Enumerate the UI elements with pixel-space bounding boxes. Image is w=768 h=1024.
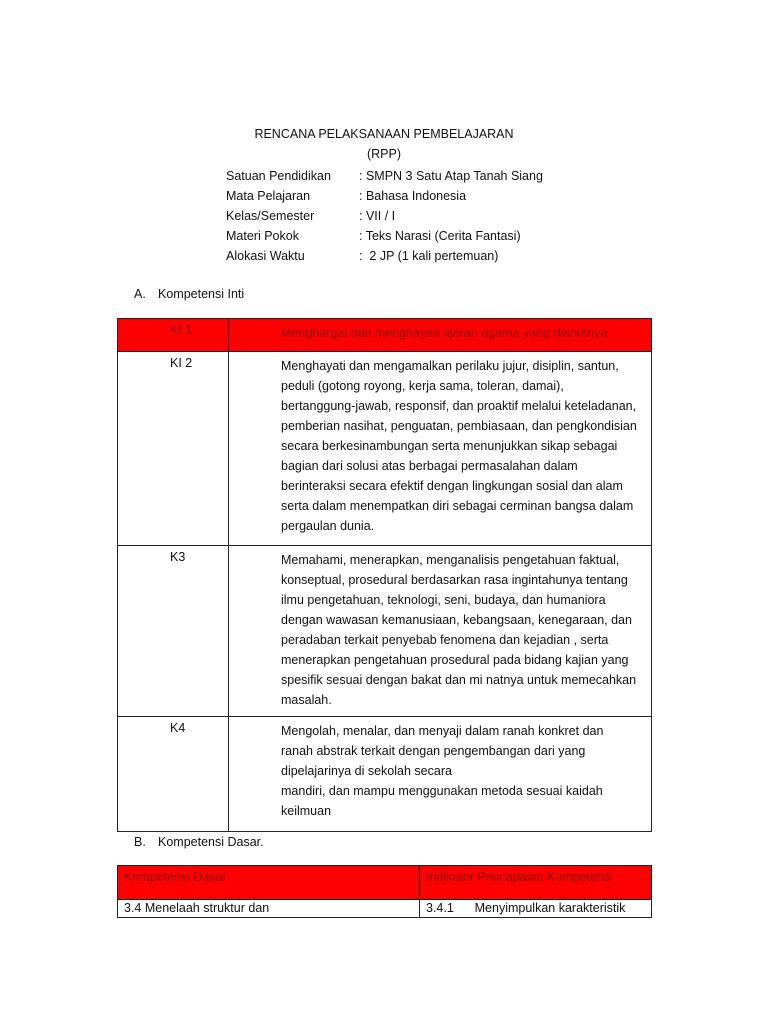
ki-desc-line: bertanggung-jawab, responsif, dan proaktif melalui keteladanan,: [281, 399, 637, 413]
ki-desc-line: serta dalam menempatkan diri sebagai cerminan bangsa dalam: [281, 499, 634, 513]
ki-desc-cell: [229, 546, 652, 717]
ki-code-cell: [118, 319, 229, 352]
ki-code: K4: [170, 721, 186, 735]
table-row: [118, 546, 652, 717]
column-header: Indikator Pencapaian Kompetensi: [420, 866, 652, 900]
table-cell: 3.4 Menelaah struktur dan: [118, 900, 420, 918]
ki-desc-cell: [229, 352, 652, 546]
meta-key: Alokasi Waktu: [226, 249, 305, 263]
ki-code-cell: [118, 717, 229, 832]
ki-desc-line: ilmu pengetahuan, teknologi, seni, budaya, dan humaniora: [281, 593, 606, 607]
table-header-row: [118, 866, 652, 900]
kompetensi-inti-table: [117, 318, 652, 832]
ki-code: KI 2: [170, 356, 193, 370]
ki-desc-line: konseptual, prosedural berdasarkan rasa ingintahunya tentang: [281, 573, 628, 587]
meta-row: [226, 206, 543, 226]
table-row: [118, 717, 652, 832]
meta-value: : VII / I: [359, 209, 396, 223]
ki-desc-line: dengan wawasan kemanusiaan, kebangsaan, kenegaraan, dan: [281, 613, 632, 627]
ki-desc-line: pergaulan dunia.: [281, 519, 375, 533]
ki-desc-line: Menghargai dan menghayati ajaran agama yang dianutnya: [281, 326, 608, 340]
meta-key: Satuan Pendidikan: [226, 169, 331, 183]
table-row: [118, 319, 652, 352]
meta-key: Mata Pelajaran: [226, 189, 311, 203]
ki-code-cell: [118, 546, 229, 717]
ki-desc-line: ranah abstrak terkait dengan pengembangan dari yang: [281, 744, 586, 758]
ki-desc-line: peduli (gotong royong, kerja sama, toleran, damai),: [281, 379, 564, 393]
document-title: RENCANA PELAKSANAAN PEMBELAJARAN: [254, 127, 514, 141]
meta-row: [226, 166, 543, 186]
identity-block: [226, 166, 543, 266]
meta-key: Materi Pokok: [226, 229, 299, 243]
ki-desc-line: bagian dari solusi atas berbagai permasalahan dalam: [281, 459, 578, 473]
ki-desc-line: dipelajarinya di sekolah secara: [281, 764, 452, 778]
ki-desc-line: mandiri, dan mampu menggunakan metoda sesuai kaidah: [281, 784, 603, 798]
ki-desc-line: spesifik sesuai dengan bakat dan mi natnya untuk memecahkan: [281, 673, 637, 687]
table-row: [118, 352, 652, 546]
ki-desc-line: secara berkesinambungan serta menunjukkan sikap sebagai: [281, 439, 618, 453]
meta-row: [226, 226, 543, 246]
meta-row: [226, 186, 543, 206]
meta-value: : Teks Narasi (Cerita Fantasi): [359, 229, 521, 243]
ki-desc-line: Memahami, menerapkan, menganalisis pengetahuan faktual,: [281, 553, 620, 567]
ki-desc-line: pemberian nasihat, penguatan, pembiasaan, dan pengkondisian: [281, 419, 637, 433]
section-title: Kompetensi Inti: [158, 287, 245, 301]
meta-key: Kelas/Semester: [226, 209, 315, 223]
ki-desc-cell: [229, 319, 652, 352]
section-label: B.: [134, 835, 146, 849]
kompetensi-dasar-table: [117, 865, 652, 918]
ki-code: K3: [170, 550, 186, 564]
ki-desc-line: peradaban terkait penyebab fenomena dan kejadian , serta: [281, 633, 609, 647]
ki-desc-line: berinteraksi secara efektif dengan lingkungan sosial dan alam: [281, 479, 623, 493]
meta-value: : 2 JP (1 kali pertemuan): [359, 249, 499, 263]
ki-desc-line: masalah.: [281, 693, 332, 707]
section-b-heading: [134, 835, 264, 849]
table-cell: 3.4.1 Menyimpulkan karakteristik: [420, 900, 652, 918]
document-subtitle: (RPP): [366, 147, 402, 161]
table-row: [118, 900, 652, 918]
ki-code-cell: [118, 352, 229, 546]
ki-desc-cell: [229, 717, 652, 832]
ki-code: KI 1: [170, 323, 193, 337]
ki-desc-line: Menghayati dan mengamalkan perilaku jujur, disiplin, santun,: [281, 359, 619, 373]
meta-value: : SMPN 3 Satu Atap Tanah Siang: [359, 169, 543, 183]
ki-desc-line: Mengolah, menalar, dan menyaji dalam ranah konkret dan: [281, 724, 604, 738]
section-label: A.: [134, 287, 146, 301]
ki-desc-line: keilmuan: [281, 804, 332, 818]
column-header: Kompetensi Dasar: [118, 866, 420, 900]
meta-row: [226, 246, 543, 266]
ki-desc-line: menerapkan pengetahuan prosedural pada bidang kajian yang: [281, 653, 629, 667]
section-a-heading: [134, 287, 244, 301]
meta-value: : Bahasa Indonesia: [359, 189, 467, 203]
section-title: Kompetensi Dasar.: [158, 835, 264, 849]
